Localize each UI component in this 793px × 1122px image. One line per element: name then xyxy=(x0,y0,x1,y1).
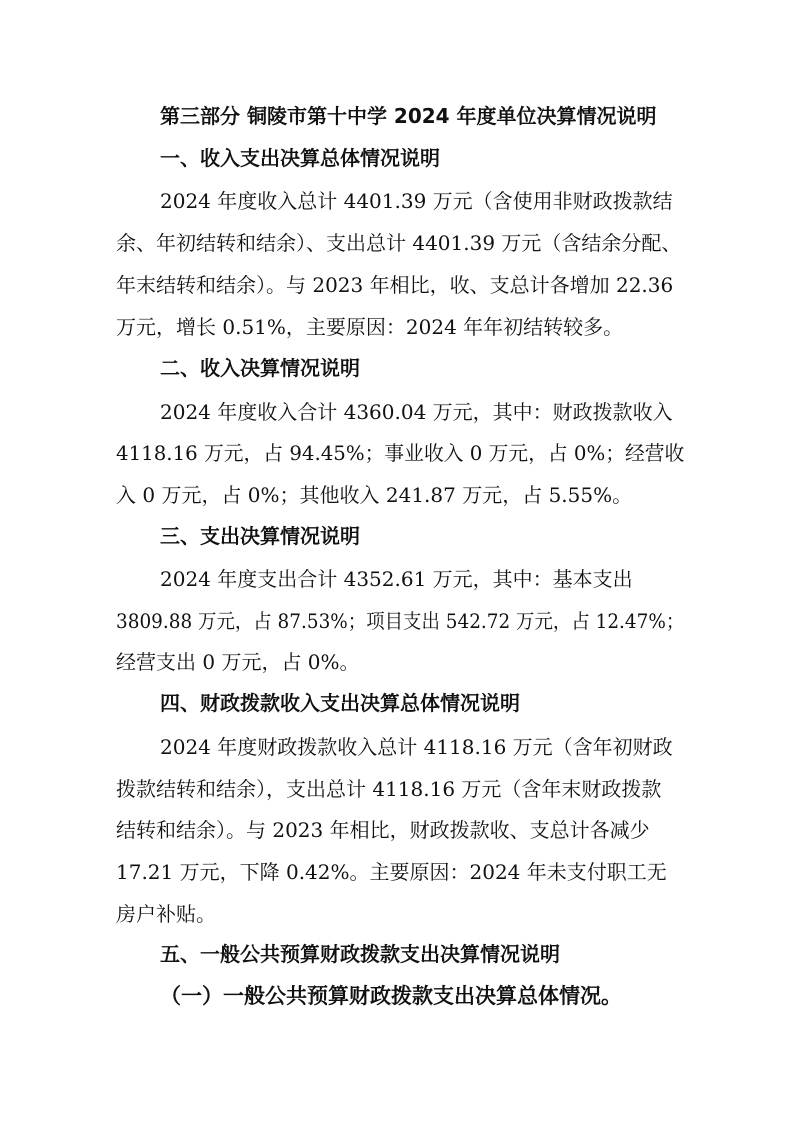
section-2-line-3: 入 0 万元，占 0%；其他收入 241.87 万元，占 5.55%。 xyxy=(116,483,633,507)
section-1-line-3: 年末结转和结余）。与 2023 年相比，收、支总计各增加 22.36 xyxy=(116,273,674,297)
section-4-heading: 四、财政拨款收入支出决算总体情况说明 xyxy=(160,691,520,715)
section-4-line-4: 17.21 万元，下降 0.42%。主要原因：2024 年未支付职工无 xyxy=(116,860,667,884)
page-title: 第三部分 铜陵市第十中学 2024 年度单位决算情况说明 xyxy=(160,104,657,128)
section-3-line-3: 经营支出 0 万元，占 0%。 xyxy=(116,650,360,674)
section-1-line-2: 余、年初结转和结余）、支出总计 4401.39 万元（含结余分配、 xyxy=(116,231,682,255)
section-2-line-1: 2024 年度收入合计 4360.04 万元，其中：财政拨款收入 xyxy=(160,400,673,424)
section-3-heading: 三、支出决算情况说明 xyxy=(160,524,360,548)
section-1-line-1: 2024 年度收入总计 4401.39 万元（含使用非财政拨款结 xyxy=(160,189,673,213)
section-1-line-4: 万元，增长 0.51%，主要原因：2024 年年初结转较多。 xyxy=(116,315,624,339)
section-3-line-1: 2024 年度支出合计 4352.61 万元，其中：基本支出 xyxy=(160,567,633,591)
section-5-heading: 五、一般公共预算财政拨款支出决算情况说明 xyxy=(160,942,560,966)
section-2-line-2: 4118.16 万元，占 94.45%；事业收入 0 万元，占 0%；经营收 xyxy=(116,441,685,465)
section-4-line-5: 房户补贴。 xyxy=(116,902,216,926)
section-2-heading: 二、收入决算情况说明 xyxy=(160,356,360,380)
section-1-heading: 一、收入支出决算总体情况说明 xyxy=(160,146,440,170)
section-3-line-2: 3809.88 万元，占 87.53%；项目支出 542.72 万元，占 12.47%； xyxy=(116,609,685,633)
section-4-line-3: 结转和结余）。与 2023 年相比，财政拨款收、支总计各减少 xyxy=(116,818,650,842)
section-5-subheading: （一）一般公共预算财政拨款支出决算总体情况。 xyxy=(160,984,622,1008)
section-4-line-2: 拨款结转和结余），支出总计 4118.16 万元（含年末财政拨款 xyxy=(116,777,662,801)
section-4-line-1: 2024 年度财政拨款收入总计 4118.16 万元（含年初财政 xyxy=(160,735,673,759)
